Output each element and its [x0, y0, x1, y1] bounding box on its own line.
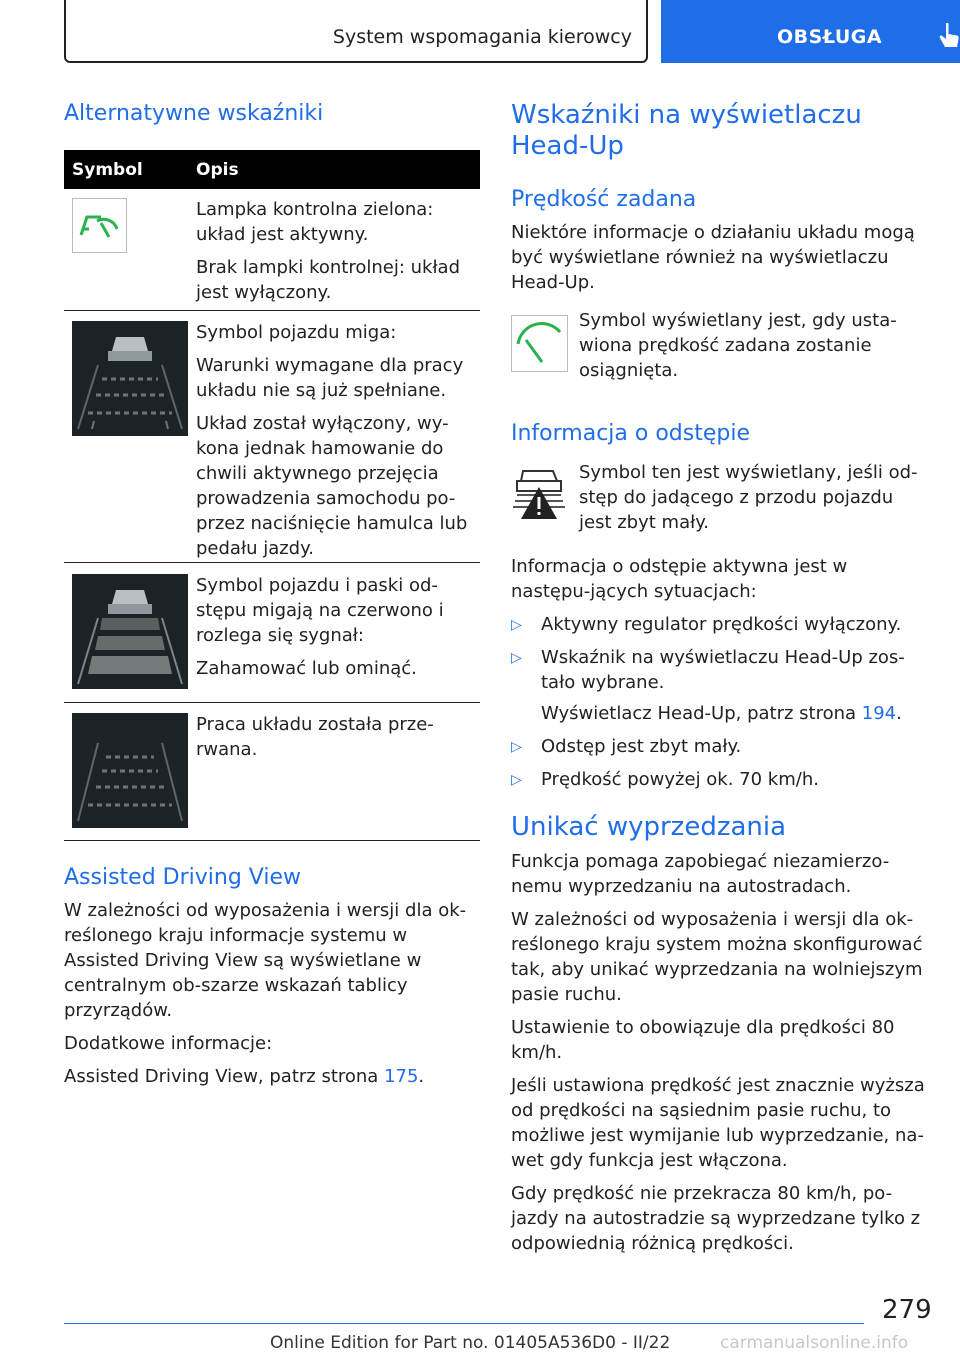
table-row-3-desc [196, 573, 476, 689]
hud-heading: Wskaźniki na wyświetlaczu Head-Up [511, 100, 862, 161]
adv-p3-text: Assisted Driving View, patrz strona [64, 1066, 385, 1087]
table-col-symbol: Symbol [72, 160, 143, 180]
footer-divider [64, 1323, 864, 1324]
row3-line1: Symbol pojazdu i paski od-stępu migają na czerwono i rozlega się sygnał: [196, 575, 444, 646]
overtake-p4: Jeśli ustawiona prędkość jest znacznie wyższa od prędkości na sąsiednim pasie ruchu, to możliwe jest wymijanie lub wyprzedzanie, na-wet gdy funkcja jest włączona. [511, 1075, 925, 1171]
row1-line2: Brak lampki kontrolnej: układ jest wyłączony. [196, 257, 461, 303]
header-section-box [64, 0, 648, 63]
vehicle-ahead-icon [72, 321, 188, 436]
list-item [511, 767, 927, 792]
distance-section-body [511, 554, 927, 800]
row2-line2: Warunki wymagane dla pracy układu nie są już spełniane. [196, 355, 464, 401]
table-header [64, 150, 480, 189]
row1-line1: Lampka kontrolna zielona: układ jest aktywny. [196, 199, 434, 245]
row4-line1: Praca układu została prze-rwana. [196, 714, 434, 760]
triangle-bullet-icon: ▷ [511, 617, 522, 633]
triangle-bullet-icon: ▷ [511, 739, 522, 755]
overtake-heading: Unikać wyprzedzania [511, 812, 787, 842]
triangle-bullet-icon: ▷ [511, 650, 522, 666]
table-row-2-desc [196, 320, 476, 569]
overtake-section [511, 812, 927, 1264]
list-item [511, 645, 927, 695]
alt-indicators-heading: Alternatywne wskaźniki [64, 101, 324, 126]
adv-p3-end: . [418, 1066, 425, 1087]
distance-p1: Informacja o odstępie aktywna jest w następu-jących sytuacjach: [511, 556, 848, 602]
header-chapter-tab [661, 0, 960, 63]
distance-conditions-list-2 [511, 734, 927, 792]
adv-p2: Dodatkowe informacje: [64, 1033, 273, 1054]
header-section-title: System wspomagania kierowcy [332, 26, 632, 48]
pointing-hand-icon [937, 22, 960, 48]
bullet-text: Prędkość powyżej ok. 70 km/h. [541, 769, 819, 790]
overtake-p1: Funkcja pomaga zapobiegać niezamierzo-nemu wyprzedzaniu na autostradach. [511, 851, 890, 897]
speed-icon-text: Symbol wyświetlany jest, gdy usta-wiona prędkość zadana zostanie osiągnięta. [579, 310, 897, 381]
table-separator [64, 702, 480, 703]
distance-warning-icon [511, 465, 568, 522]
page-number: 279 [882, 1295, 932, 1325]
cruise-control-icon [72, 198, 127, 253]
table-separator [64, 840, 480, 841]
distance-heading: Informacja o odstępie [511, 421, 751, 446]
bullet-text: Odstęp jest zbyt mały. [541, 736, 742, 757]
table-row-1-desc [196, 197, 476, 313]
footer-edition: Online Edition for Part no. 01405A536D0 - II/22 [270, 1333, 671, 1353]
hud-crossref-text: Wyświetlacz Head-Up, patrz strona [541, 703, 862, 724]
watermark: carmanualsonline.info [720, 1333, 909, 1353]
speed-heading: Prędkość zadana [511, 187, 697, 212]
row2-line1: Symbol pojazdu miga: [196, 322, 397, 343]
assisted-driving-section [64, 864, 480, 1097]
bullet-text: Aktywny regulator prędkości wyłączony. [541, 614, 902, 635]
speed-section [511, 186, 927, 303]
distance-conditions-list [511, 612, 927, 695]
list-item [511, 612, 927, 637]
adv-heading: Assisted Driving View [64, 865, 302, 890]
empty-lane-icon [72, 713, 188, 828]
table-separator [64, 310, 480, 311]
list-item [511, 734, 927, 759]
adv-p1: W zależności od wyposażenia i wersji dla ok-reślonego kraju informacje systemu w Assisted Driving View są wyświetlane w centralnym ob-szarze wskazań tablicy przyrządów. [64, 900, 467, 1021]
page-link-194[interactable]: 194 [861, 703, 897, 724]
distance-icon-text: Symbol ten jest wyświetlany, jeśli od-stęp do jadącego z przodu pojazdu jest zbyt mały. [579, 462, 918, 533]
hud-crossref-end: . [896, 703, 902, 724]
speed-reached-icon [511, 315, 568, 372]
adv-p3 [64, 1064, 480, 1089]
overtake-p3: Ustawienie to obowiązuje dla prędkości 80 km/h. [511, 1017, 895, 1063]
triangle-bullet-icon: ▷ [511, 772, 522, 788]
row3-line2: Zahamować lub ominąć. [196, 658, 417, 679]
hud-crossref [511, 701, 927, 726]
bullet-text: Wskaźnik na wyświetlaczu Head-Up zos-tało wybrane. [541, 647, 905, 693]
row2-line3: Układ został wyłączony, wy-kona jednak hamowanie do chwili aktywnego przejęcia prowadzenia samochodu po-przez naciśnięcie hamulca lub pedału jazdy. [196, 413, 468, 559]
table-separator [64, 562, 480, 563]
table-col-desc: Opis [196, 160, 239, 180]
overtake-p2: W zależności od wyposażenia i wersji dla ok-reślonego kraju system można skonfigurować tak, aby unikać wyprzedzania na wolniejszym pasie ruchu. [511, 909, 923, 1005]
overtake-p5: Gdy prędkość nie przekracza 80 km/h, po-jazdy na autostradzie są wyprzedzane tylko z odpowiednią różnicą prędkości. [511, 1183, 921, 1254]
page-link-175[interactable]: 175 [384, 1066, 419, 1087]
vehicle-distance-bars-icon [72, 574, 188, 689]
table-row-4-desc [196, 712, 476, 770]
header-chapter-title: OBSŁUGA [777, 26, 883, 48]
speed-p1: Niektóre informacje o działaniu układu mogą być wyświetlane również na wyświetlaczu Head-Up. [511, 222, 915, 293]
